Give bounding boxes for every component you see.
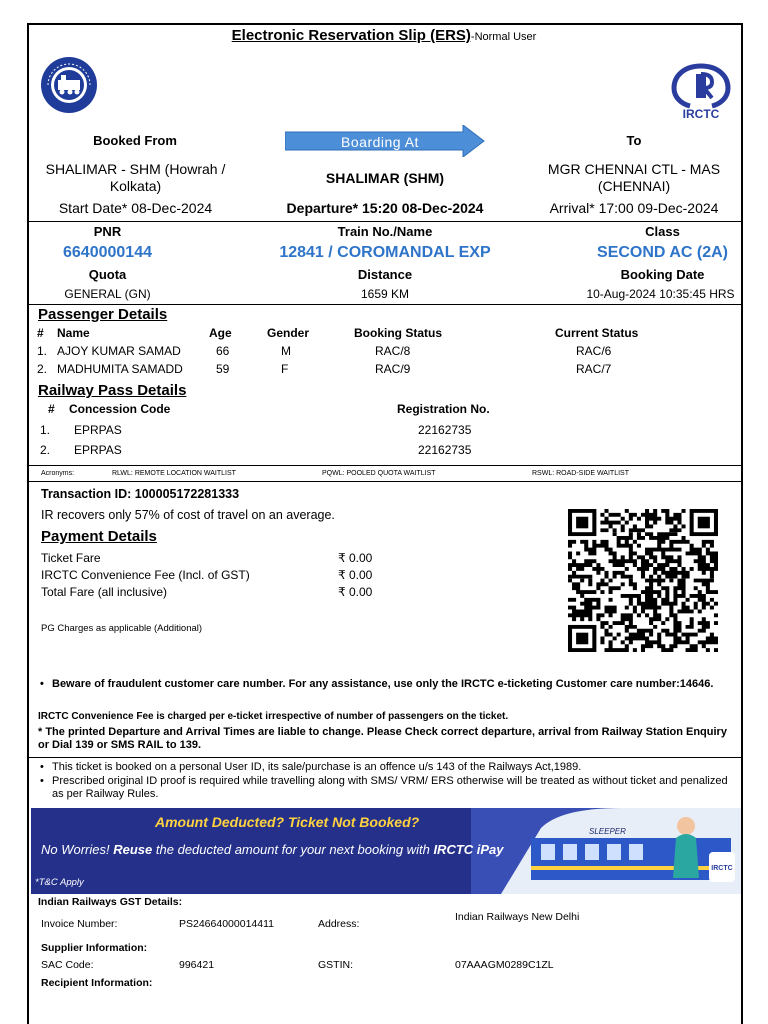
quota-value: GENERAL (GN) xyxy=(64,287,151,301)
bullet-icon: • xyxy=(40,761,44,773)
divider xyxy=(29,304,741,305)
id-notice-text: This ticket is booked on a personal User ID, its sale/purchase is an offence u/s 143 of the Railways Act,1989. xyxy=(52,761,582,773)
ipay-banner[interactable] xyxy=(31,808,741,894)
banner-message-mid: the deducted amount for your next booking with xyxy=(155,842,430,857)
pass-code: EPRPAS xyxy=(74,443,122,457)
passenger-gender: M xyxy=(281,344,291,358)
svg-text:IRCTC: IRCTC xyxy=(711,865,733,872)
payment-label: Ticket Fare xyxy=(41,551,101,565)
pnr-label: PNR xyxy=(93,224,122,239)
passenger-num: 2. xyxy=(37,362,48,376)
col-header-current-status: Current Status xyxy=(555,326,639,340)
pass-code: EPRPAS xyxy=(74,423,122,437)
quota-label: Quota xyxy=(88,267,127,282)
acronym-rswl: RSWL: ROAD-SIDE WAITLIST xyxy=(532,470,629,477)
start-date: Start Date* 08-Dec-2024 xyxy=(58,200,213,216)
class-label: Class xyxy=(645,224,680,239)
passenger-current-status: RAC/7 xyxy=(576,362,612,376)
payment-label: IRCTC Convenience Fee (Incl. of GST) xyxy=(41,568,250,582)
id-notice xyxy=(40,761,730,774)
gstin-value: 07AAAGM0289C1ZL xyxy=(455,959,554,971)
gstin-label: GSTIN: xyxy=(318,959,354,971)
passenger-section-title: Passenger Details xyxy=(38,306,168,323)
banner-message-bold: Reuse xyxy=(113,842,153,857)
bullet-icon: • xyxy=(40,678,44,690)
train-value: 12841 / COROMANDAL EXP xyxy=(279,244,491,261)
from-station: SHALIMAR - SHM (Howrah / Kolkata) xyxy=(45,161,226,194)
banner-message xyxy=(41,842,504,857)
sac-label: SAC Code: xyxy=(41,959,94,971)
departure-time: Departure* 15:20 08-Dec-2024 xyxy=(286,200,484,216)
distance-value: 1659 KM xyxy=(360,287,410,301)
page-title: Electronic Reservation Slip (ERS)-Normal User xyxy=(231,27,537,44)
pass-reg: 22162735 xyxy=(418,443,472,457)
divider xyxy=(29,221,741,222)
recipient-label: Recipient Information: xyxy=(41,977,153,989)
divider xyxy=(29,465,741,466)
irctc-logo-icon xyxy=(670,62,732,120)
beware-notice xyxy=(40,678,720,691)
payment-label: Total Fare (all inclusive) xyxy=(41,585,168,599)
pnr-value: 6640000144 xyxy=(63,244,152,261)
pg-charges-note: PG Charges as applicable (Additional) xyxy=(41,623,203,634)
col-header-concession-code: Concession Code xyxy=(69,402,171,416)
bullet-icon: • xyxy=(40,775,44,787)
beware-text: Beware of fraudulent customer care number. For any assistance, use only the IRCTC e-ticketing Customer care number:14646. xyxy=(52,678,714,690)
proof-notice-text: Prescribed original ID proof is required while travelling along with SMS/ VRM/ ERS otherwise will be treated as without ticket and penalized as per Railway Rules. xyxy=(52,775,728,800)
transaction-id: Transaction ID: 100005172281333 xyxy=(41,487,240,501)
passenger-current-status: RAC/6 xyxy=(576,344,612,358)
train-illustration-icon xyxy=(471,808,741,894)
col-header-registration-no: Registration No. xyxy=(397,402,490,416)
banner-message-brand: IRCTC iPay xyxy=(433,842,504,857)
supplier-label: Supplier Information: xyxy=(41,942,148,954)
passenger-age: 66 xyxy=(216,344,230,358)
boarding-at-label: Boarding At xyxy=(341,134,419,150)
booking-date-label: Booking Date xyxy=(620,267,705,282)
payment-section-title: Payment Details xyxy=(41,528,157,545)
col-header-name: Name xyxy=(57,326,90,340)
divider xyxy=(29,757,741,758)
banner-message-pre: No Worries! xyxy=(41,842,110,857)
payment-value: ₹ 0.00 xyxy=(338,551,373,565)
col-header-age: Age xyxy=(209,326,232,340)
passenger-age: 59 xyxy=(216,362,230,376)
divider xyxy=(29,481,741,482)
passenger-booking-status: RAC/9 xyxy=(375,362,411,376)
passenger-name: AJOY KUMAR SAMAD xyxy=(57,344,181,358)
address-value: Indian Railways New Delhi xyxy=(455,911,580,923)
irctc-logo-text: IRCTC xyxy=(682,107,720,120)
acronym-rlwl: RLWL: REMOTE LOCATION WAITLIST xyxy=(112,470,236,477)
col-header-gender: Gender xyxy=(267,326,310,340)
train-label: Train No./Name xyxy=(337,224,433,239)
to-label: To xyxy=(626,133,642,148)
booked-from-label: Booked From xyxy=(93,133,177,148)
indian-railways-logo-icon xyxy=(40,56,98,114)
pass-num: 2. xyxy=(40,443,51,457)
boarding-station: SHALIMAR (SHM) xyxy=(325,170,445,186)
time-note: * The printed Departure and Arrival Times are liable to change. Please Check correct departure, arrival from Railway Station Enquiry or Dial 139 or SMS RAIL to 139. xyxy=(38,726,727,751)
pass-reg: 22162735 xyxy=(418,423,472,437)
passenger-name: MADHUMITA SAMADD xyxy=(57,362,183,376)
to-station: MGR CHENNAI CTL - MAS (CHENNAI) xyxy=(547,161,721,194)
passenger-gender: F xyxy=(281,362,289,376)
arrival-time: Arrival* 17:00 09-Dec-2024 xyxy=(549,200,719,216)
address-label: Address: xyxy=(318,918,360,930)
passenger-num: 1. xyxy=(37,344,48,358)
pass-num: 1. xyxy=(40,423,51,437)
sac-value: 996421 xyxy=(179,959,215,971)
col-header-num: # xyxy=(37,326,44,340)
qr-code-icon xyxy=(568,509,718,652)
railway-pass-section-title: Railway Pass Details xyxy=(38,382,187,399)
acronyms-label: Acronyms: xyxy=(41,470,75,477)
recover-note: IR recovers only 57% of cost of travel on an average. xyxy=(41,508,335,522)
svg-text:SLEEPER: SLEEPER xyxy=(589,827,626,836)
payment-value: ₹ 0.00 xyxy=(338,568,373,582)
acronym-pqwl: PQWL: POOLED QUOTA WAITLIST xyxy=(322,470,436,477)
banner-tc: *T&C Apply xyxy=(35,877,84,888)
booking-date-value: 10-Aug-2024 10:35:45 HRS xyxy=(586,287,735,301)
gst-title: Indian Railways GST Details: xyxy=(38,896,183,908)
distance-label: Distance xyxy=(357,267,413,282)
col-header-num: # xyxy=(48,402,55,416)
banner-headline: Amount Deducted? Ticket Not Booked? xyxy=(155,814,420,830)
passenger-booking-status: RAC/8 xyxy=(375,344,411,358)
class-value: SECOND AC (2A) xyxy=(597,244,728,261)
col-header-booking-status: Booking Status xyxy=(354,326,443,340)
fee-note: IRCTC Convenience Fee is charged per e-ticket irrespective of number of passengers on the ticket. xyxy=(38,711,509,722)
payment-value: ₹ 0.00 xyxy=(338,585,373,599)
proof-notice xyxy=(40,775,730,801)
invoice-label: Invoice Number: xyxy=(41,918,118,930)
invoice-value: PS24664000014411 xyxy=(179,918,274,930)
